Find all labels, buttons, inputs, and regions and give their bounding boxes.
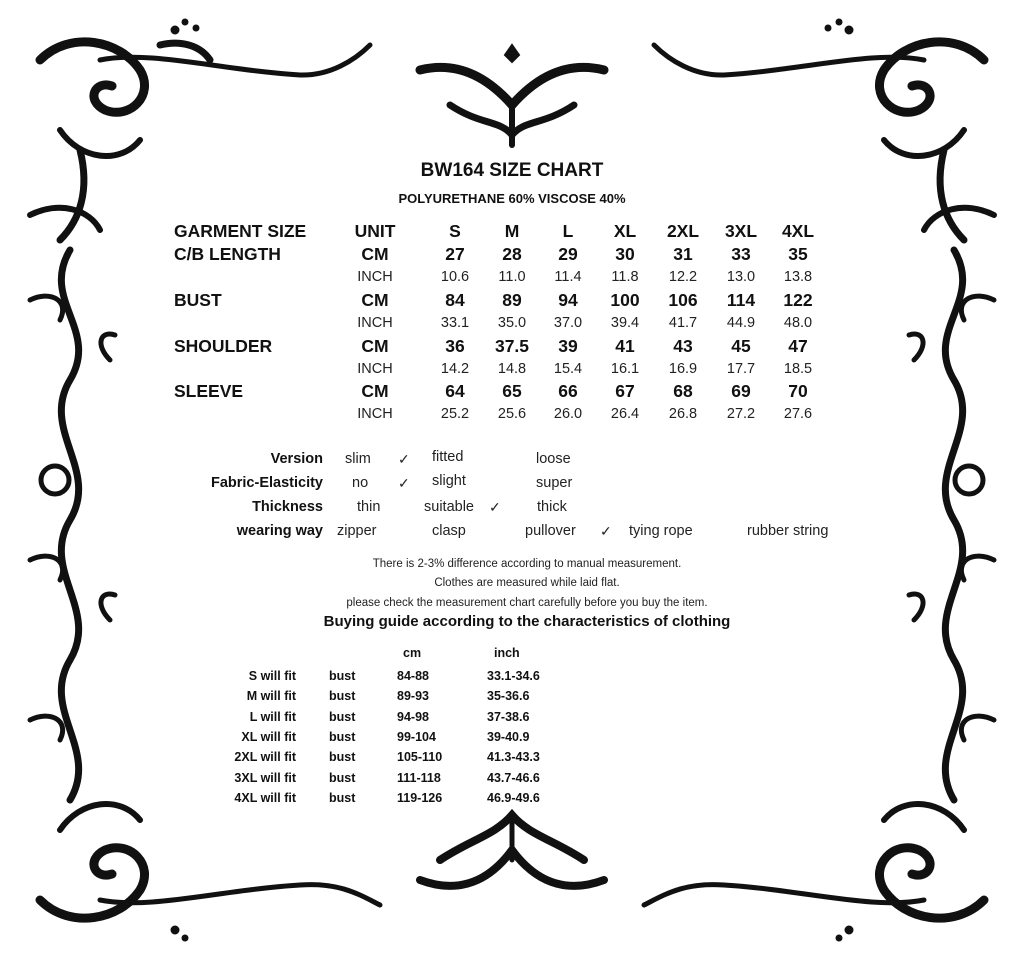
guide-col-cm: cm [403, 646, 422, 660]
inch-value: 16.1 [610, 361, 640, 377]
unit-cm-label: CM [361, 336, 389, 356]
cm-value: 43 [673, 336, 693, 356]
corner-scroll-top-left [30, 19, 370, 240]
characteristic-option: thin [357, 499, 381, 515]
inch-value: 25.2 [440, 406, 470, 422]
inch-value: 15.4 [553, 361, 583, 377]
guide-cm-range: 111-118 [397, 770, 441, 785]
cm-value: 45 [731, 336, 751, 356]
size-header: L [562, 221, 574, 241]
guide-size-label: S will fit [248, 669, 296, 683]
guide-inch-range: 33.1-34.6 [487, 669, 540, 683]
characteristic-option: loose [536, 451, 571, 467]
cm-value: 39 [558, 336, 578, 356]
guide-inch-range: 46.9-49.6 [487, 790, 540, 805]
guide-body-part: bust [329, 669, 356, 683]
cm-value: 70 [788, 381, 808, 401]
inch-value: 12.2 [668, 269, 698, 285]
cm-value: 89 [502, 290, 522, 310]
size-header: 2XL [666, 221, 700, 241]
characteristic-option: slight [432, 473, 466, 489]
bottom-center-ornament [420, 815, 604, 886]
characteristic-option: rubber string [747, 523, 829, 539]
characteristic-option: fitted [432, 449, 464, 465]
inch-value: 27.6 [783, 406, 813, 422]
cm-value: 28 [502, 244, 522, 264]
cm-value: 122 [783, 290, 813, 310]
inch-value: 11.0 [498, 269, 526, 285]
check-mark-icon: ✓ [489, 499, 501, 515]
material-composition: POLYURETHANE 60% VISCOSE 40% [398, 191, 626, 206]
inch-value: 11.4 [554, 269, 582, 285]
unit-inch-label: INCH [357, 269, 393, 285]
guide-size-label: 3XL will fit [234, 770, 296, 785]
inch-value: 26.0 [553, 406, 583, 422]
cm-value: 94 [558, 290, 578, 310]
size-header: 4XL [781, 221, 815, 241]
inch-value: 26.8 [668, 406, 698, 422]
corner-scroll-bottom-left [40, 804, 380, 941]
guide-inch-range: 39-40.9 [487, 729, 530, 744]
guide-size-label: 2XL will fit [234, 750, 296, 765]
cm-value: 37.5 [494, 336, 530, 356]
cm-value: 69 [731, 381, 751, 401]
cm-value: 66 [558, 381, 578, 401]
inch-value: 26.4 [610, 406, 640, 422]
cm-value: 65 [502, 381, 522, 401]
guide-size-label: L will fit [249, 709, 296, 724]
guide-size-label: M will fit [246, 689, 296, 704]
size-header: XL [613, 221, 637, 241]
corner-scroll-bottom-right [644, 804, 984, 941]
size-header: 3XL [724, 221, 758, 241]
corner-scroll-top-right [654, 19, 994, 240]
characteristic-label: wearing way [236, 523, 323, 539]
characteristic-option: slim [345, 451, 371, 467]
garment-size-header: GARMENT SIZE [174, 221, 307, 241]
cm-value: 31 [673, 244, 693, 264]
unit-inch-label: INCH [357, 361, 393, 377]
inch-value: 11.8 [611, 269, 639, 285]
inch-value: 27.2 [726, 406, 756, 422]
cm-value: 106 [668, 290, 698, 310]
characteristic-label: Fabric-Elasticity [210, 475, 323, 491]
inch-value: 25.6 [497, 406, 527, 422]
size-header: S [449, 221, 461, 241]
unit-cm-label: CM [361, 244, 389, 264]
characteristic-option: zipper [337, 523, 377, 539]
inch-value: 39.4 [610, 315, 640, 331]
measurement-label: BUST [174, 290, 222, 310]
characteristic-option: suitable [424, 499, 474, 515]
cm-value: 35 [788, 244, 808, 264]
buying-guide-title: Buying guide according to the characteristics of clothing [323, 613, 731, 630]
guide-cm-range: 84-88 [397, 669, 429, 683]
inch-value: 44.9 [726, 315, 756, 331]
guide-cm-range: 89-93 [397, 689, 429, 704]
guide-inch-range: 35-36.6 [487, 689, 530, 704]
guide-inch-range: 37-38.6 [487, 709, 530, 724]
note-line: There is 2-3% difference according to manual measurement. [372, 558, 682, 570]
guide-body-part: bust [329, 770, 356, 785]
inch-value: 14.8 [497, 361, 527, 377]
cm-value: 36 [445, 336, 465, 356]
measurement-label: SHOULDER [174, 336, 273, 356]
cm-value: 114 [726, 290, 756, 310]
chart-title: BW164 SIZE CHART [420, 160, 604, 181]
left-side-vine [30, 250, 115, 800]
note-line: Clothes are measured while laid flat. [434, 577, 620, 589]
guide-cm-range: 119-126 [397, 790, 443, 805]
guide-cm-range: 99-104 [397, 729, 436, 744]
unit-cm-label: CM [361, 290, 389, 310]
cm-value: 47 [788, 336, 808, 356]
guide-body-part: bust [329, 790, 356, 805]
note-line: please check the measurement chart carefully before you buy the item. [346, 597, 708, 609]
inch-value: 48.0 [783, 315, 813, 331]
top-center-ornament [420, 45, 604, 145]
cm-value: 41 [615, 336, 635, 356]
inch-value: 14.2 [440, 361, 470, 377]
inch-value: 17.7 [726, 361, 756, 377]
inch-value: 35.0 [497, 315, 527, 331]
guide-inch-range: 41.3-43.3 [487, 750, 540, 765]
cm-value: 67 [615, 381, 635, 401]
characteristic-option: thick [537, 499, 567, 515]
inch-value: 41.7 [668, 315, 698, 331]
unit-header: UNIT [354, 221, 396, 241]
unit-cm-label: CM [361, 381, 389, 401]
cm-value: 100 [610, 290, 640, 310]
guide-cm-range: 94-98 [397, 709, 429, 724]
inch-value: 37.0 [553, 315, 583, 331]
inch-value: 13.8 [783, 269, 813, 285]
check-mark-icon: ✓ [600, 523, 612, 539]
guide-inch-range: 43.7-46.6 [487, 770, 540, 785]
characteristic-option: tying rope [629, 523, 693, 539]
size-header: M [504, 221, 520, 241]
check-mark-icon: ✓ [398, 451, 410, 467]
guide-body-part: bust [329, 750, 356, 765]
cm-value: 27 [445, 244, 465, 264]
characteristic-label: Version [270, 451, 323, 467]
inch-value: 18.5 [783, 361, 813, 377]
cm-value: 33 [731, 244, 751, 264]
check-mark-icon: ✓ [398, 475, 410, 491]
guide-col-inch: inch [494, 646, 520, 660]
cm-value: 30 [615, 244, 635, 264]
guide-size-label: XL will fit [241, 729, 296, 744]
characteristic-option: pullover [525, 523, 576, 539]
guide-body-part: bust [329, 729, 356, 744]
unit-inch-label: INCH [357, 315, 393, 331]
cm-value: 29 [558, 244, 578, 264]
characteristic-option: super [536, 475, 573, 491]
measurement-label: C/B LENGTH [174, 244, 281, 264]
characteristic-option: clasp [432, 523, 466, 539]
characteristic-option: no [352, 475, 369, 491]
guide-body-part: bust [329, 689, 356, 704]
guide-cm-range: 105-110 [397, 750, 443, 765]
cm-value: 84 [445, 290, 465, 310]
guide-size-label: 4XL will fit [234, 790, 296, 805]
inch-value: 13.0 [726, 269, 756, 285]
right-side-vine [909, 250, 994, 800]
cm-value: 68 [673, 381, 693, 401]
characteristic-label: Thickness [252, 499, 323, 515]
inch-value: 16.9 [668, 361, 698, 377]
guide-body-part: bust [329, 709, 356, 724]
inch-value: 33.1 [440, 315, 470, 331]
unit-inch-label: INCH [357, 406, 393, 422]
cm-value: 64 [445, 381, 465, 401]
inch-value: 10.6 [440, 269, 470, 285]
measurement-label: SLEEVE [174, 381, 244, 401]
